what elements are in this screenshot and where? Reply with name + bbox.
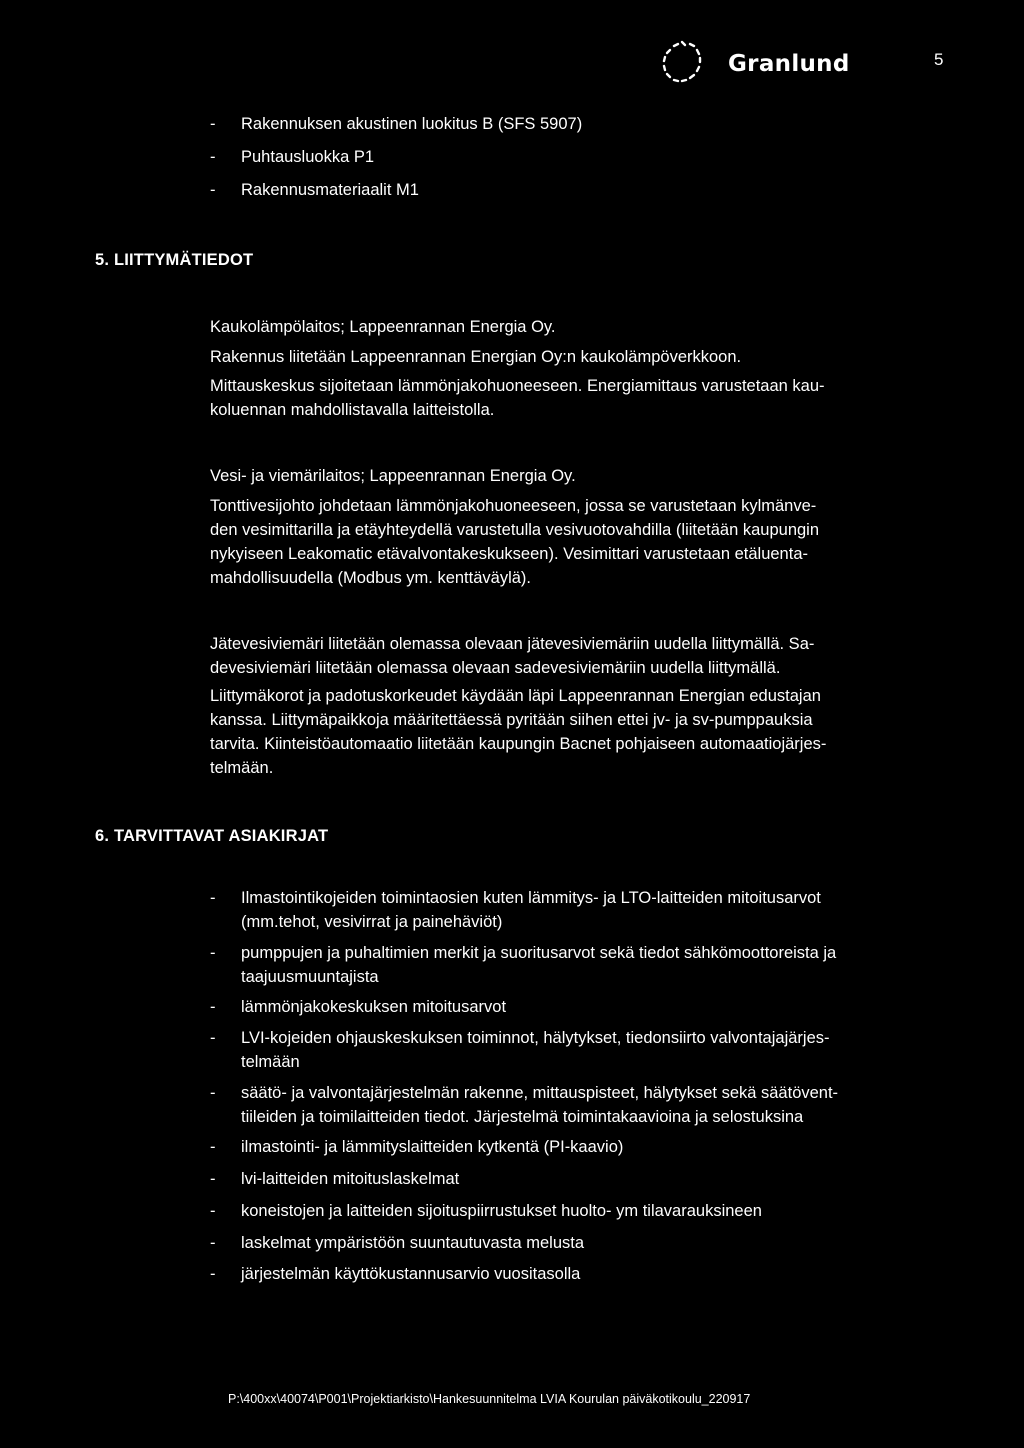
list-item-text: koneistojen ja laitteiden sijoituspiirrustukset huolto- ym tilavarauksineen xyxy=(241,1202,762,1220)
text-line: koluennan mahdollistavalla laitteistolla. xyxy=(210,401,495,419)
bullet-marker: - xyxy=(210,1265,216,1283)
text-line: nykyiseen Leakomatic etävalvontakeskukseen). Vesimittari varustetaan etäluenta- xyxy=(210,545,808,563)
list-item-text: Puhtausluokka P1 xyxy=(241,148,375,166)
text-line: Mittauskeskus sijoitetaan lämmönjakohuoneeseen. Energiamittaus varustetaan kau- xyxy=(210,377,825,395)
list-item xyxy=(210,1135,930,1159)
text-line: Tonttivesijohto johdetaan lämmönjakohuoneeseen, jossa se varustetaan kylmänve- xyxy=(210,497,817,515)
bullet-marker: - xyxy=(210,181,216,199)
list-item-text: (mm.tehot, vesivirrat ja painehäviöt) xyxy=(241,913,503,931)
paragraph-water xyxy=(210,464,930,590)
bullet-marker: - xyxy=(210,1029,216,1047)
text-line: Liittymäkorot ja padotuskorkeudet käydään läpi Lappeenrannan Energian edustajan xyxy=(210,687,821,705)
paragraph-fees xyxy=(210,684,930,780)
list-item xyxy=(210,886,930,934)
page-number: 5 xyxy=(934,50,944,69)
list-item-text: Ilmastointikojeiden toimintaosien kuten lämmitys- ja LTO-laitteiden mitoitusarvot xyxy=(241,889,821,907)
bullet-marker: - xyxy=(210,1170,216,1188)
list-item xyxy=(210,145,930,169)
text-line: den vesimittarilla ja etäyhteydellä varustetulla vesivuotovahdilla (liitetään kaupungin xyxy=(210,521,820,539)
list-item xyxy=(210,1167,930,1191)
section-heading-connections: 5. LIITTYMÄTIEDOT xyxy=(95,251,254,269)
list-item-text: lämmönjakokeskuksen mitoitusarvot xyxy=(241,998,507,1016)
bullet-marker: - xyxy=(210,1202,216,1220)
bullet-marker: - xyxy=(210,1138,216,1156)
company-logo xyxy=(656,38,850,90)
text-line: Jätevesiviemäri liitetään olemassa olevaan jätevesiviemäriin uudella liittymällä. Sa- xyxy=(210,635,815,653)
list-item-text: Rakennusmateriaalit M1 xyxy=(241,181,419,199)
logo-wordmark: Granlund xyxy=(728,51,850,77)
bullet-marker: - xyxy=(210,944,216,962)
list-item xyxy=(210,1199,930,1223)
list-item xyxy=(210,995,930,1019)
paragraph-sewer xyxy=(210,632,930,680)
list-item-text: taajuusmuuntajista xyxy=(241,968,379,986)
list-item-text: laskelmat ympäristöön suuntautuvasta melusta xyxy=(241,1234,585,1252)
bullet-marker: - xyxy=(210,1234,216,1252)
list-item xyxy=(210,112,930,136)
text-line: Vesi- ja viemärilaitos; Lappeenrannan Energia Oy. xyxy=(210,467,576,485)
paragraph-district-heating xyxy=(210,315,930,422)
bullet-marker: - xyxy=(210,115,216,133)
list-item xyxy=(210,178,930,202)
list-item-text: pumppujen ja puhaltimien merkit ja suoritusarvot sekä tiedot sähkömoottoreista ja xyxy=(241,944,837,962)
section-heading-required-documents: 6. TARVITTAVAT ASIAKIRJAT xyxy=(95,827,329,845)
list-item xyxy=(210,941,930,989)
list-item-text: telmään xyxy=(241,1053,300,1071)
text-line: telmään. xyxy=(210,759,274,777)
text-line: devesiviemäri liitetään olemassa olevaan sadevesiviemäriin uudella liittymällä. xyxy=(210,659,781,677)
text-line: kanssa. Liittymäpaikkoja määritettäessä pyritään siihen ettei jv- ja sv-pumppauksia xyxy=(210,711,813,729)
text-line: Kaukolämpölaitos; Lappeenrannan Energia Oy. xyxy=(210,318,556,336)
list-item-text: järjestelmän käyttökustannusarvio vuositasolla xyxy=(241,1265,581,1283)
bullet-marker: - xyxy=(210,998,216,1016)
list-item-text: säätö- ja valvontajärjestelmän rakenne, mittauspisteet, hälytykset sekä säätövent- xyxy=(241,1084,839,1102)
text-line: tarvita. Kiinteistöautomaatio liitetään kaupungin Bacnet pohjaiseen automaatiojärjes- xyxy=(210,735,827,753)
list-item-text: Rakennuksen akustinen luokitus B (SFS 5907) xyxy=(241,115,583,133)
list-item xyxy=(210,1231,930,1255)
list-item-text: ilmastointi- ja lämmityslaitteiden kytkentä (PI-kaavio) xyxy=(241,1138,624,1156)
list-item xyxy=(210,1026,930,1074)
bullet-marker: - xyxy=(210,889,216,907)
list-item-text: LVI-kojeiden ohjauskeskuksen toiminnot, hälytykset, tiedonsiirto valvontajajärjes- xyxy=(241,1029,830,1047)
list-item xyxy=(210,1262,930,1286)
list-item xyxy=(210,1081,930,1129)
list-item-text: tiileiden ja toimilaitteiden tiedot. Järjestelmä toimintakaavioina ja selostuksina xyxy=(241,1108,804,1126)
text-line: Rakennus liitetään Lappeenrannan Energian Oy:n kaukolämpöverkkoon. xyxy=(210,348,742,366)
granlund-logo-icon xyxy=(656,38,708,90)
text-line: mahdollisuudella (Modbus ym. kenttäväylä). xyxy=(210,569,531,587)
list-item-text: lvi-laitteiden mitoituslaskelmat xyxy=(241,1170,460,1188)
bullet-marker: - xyxy=(210,148,216,166)
footer-file-path: P:\400xx\40074\P001\Projektiarkisto\Hankesuunnitelma LVIA Kourulan päiväkotikoulu_220917 xyxy=(228,1392,751,1406)
bullet-marker: - xyxy=(210,1084,216,1102)
